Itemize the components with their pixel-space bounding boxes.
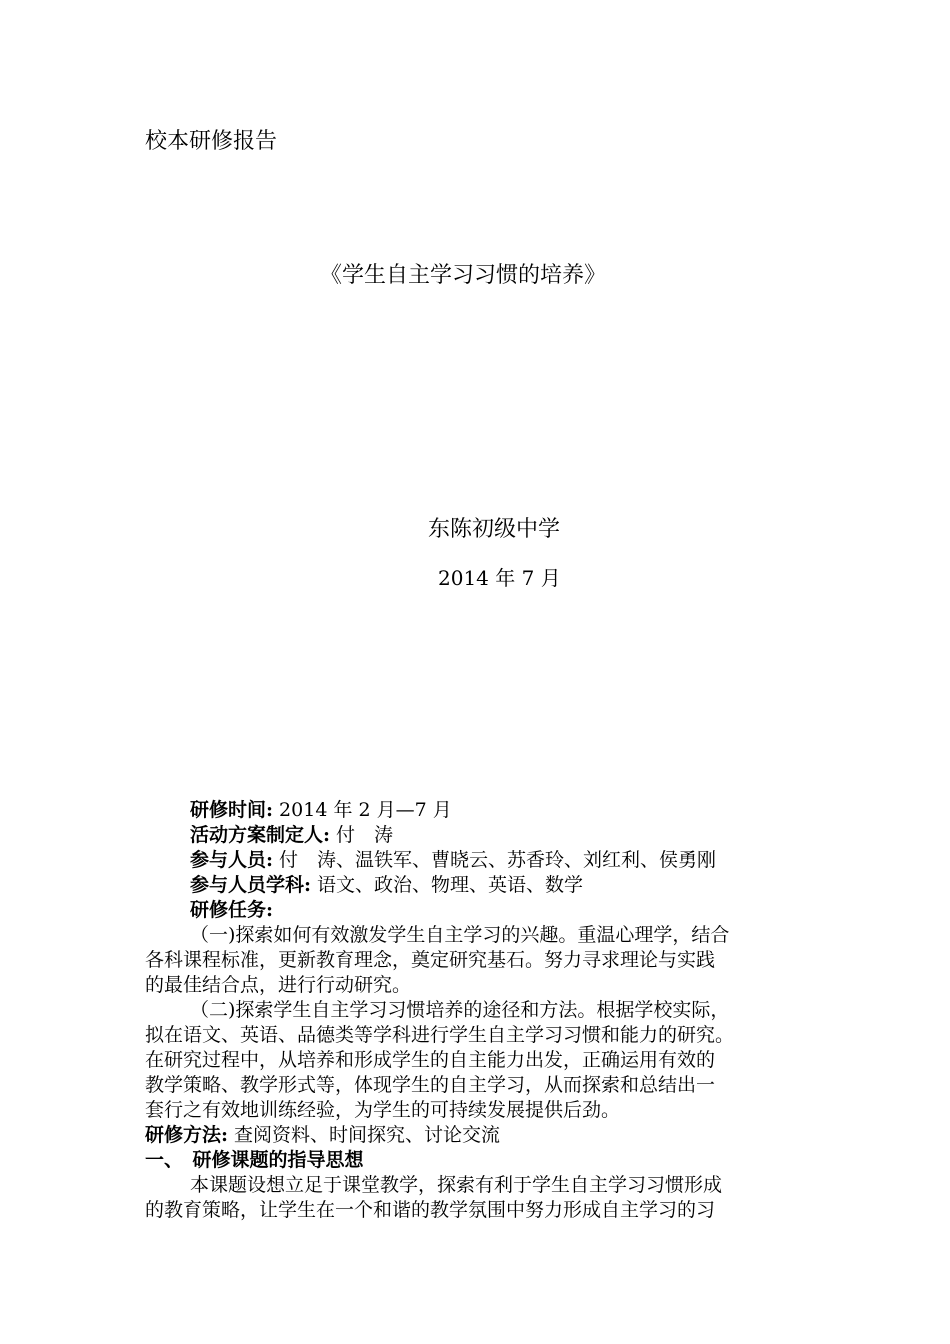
task2-line: 套行之有效地训练经验，为学生的可持续发展提供后劲。 [145,1099,621,1121]
info-members-label: 参与人员: [190,849,274,871]
info-members [190,847,855,873]
info-tasks-label: 研修任务: [190,899,274,921]
task2-line: 教学策略、教学形式等，体现学生的自主学习，从而探索和总结出一 [145,1074,716,1096]
info-planner-label: 活动方案制定人: [190,824,331,846]
task2-line: 拟在语文、英语、品德类等学科进行学生自主学习习惯和能力的研究。 [145,1024,735,1046]
task1-line: 各科课程标准，更新教育理念，奠定研究基石。努力寻求理论与实践 [145,949,716,971]
info-time-value: 2014 年 2 月—7 月 [273,799,452,821]
info-time [190,797,855,823]
info-subjects [190,872,855,898]
method-label: 研修方法: [145,1124,229,1146]
method-value: 查阅资料、时间探究、讨论交流 [228,1124,501,1146]
task2-line: （二)探索学生自主学习习惯培养的途径和方法。根据学校实际， [190,999,730,1021]
report-title: 《学生自主学习习惯的培养》 [320,263,607,288]
info-time-label: 研修时间: [190,799,274,821]
section1-heading: 一、 研修课题的指导思想 [145,1149,364,1171]
info-planner [190,822,855,848]
section1-line: 的教育策略，让学生在一个和谐的教学氛围中努力形成自主学习的习 [145,1199,716,1221]
info-subjects-label: 参与人员学科: [190,874,312,896]
task1-line: （一)探索如何有效激发学生自主学习的兴趣。重温心理学，结合 [190,924,730,946]
report-date: 2014 年 7 月 [438,566,561,590]
info-planner-value: 付 涛 [330,824,394,846]
method-line [145,1122,810,1148]
school-name: 东陈初级中学 [428,517,561,542]
task2-line: 在研究过程中，从培养和形成学生的自主能力出发，正确运用有效的 [145,1049,716,1071]
task1-line: 的最佳结合点，进行行动研究。 [145,974,412,996]
info-members-value: 付 涛、温铁军、曹晓云、苏香玲、刘红利、侯勇刚 [273,849,717,871]
info-subjects-value: 语文、政治、物理、英语、数学 [311,874,584,896]
report-type-label: 校本研修报告 [145,129,278,154]
section1-line: 本课题设想立足于课堂教学，探索有利于学生自主学习习惯形成 [190,1174,723,1196]
